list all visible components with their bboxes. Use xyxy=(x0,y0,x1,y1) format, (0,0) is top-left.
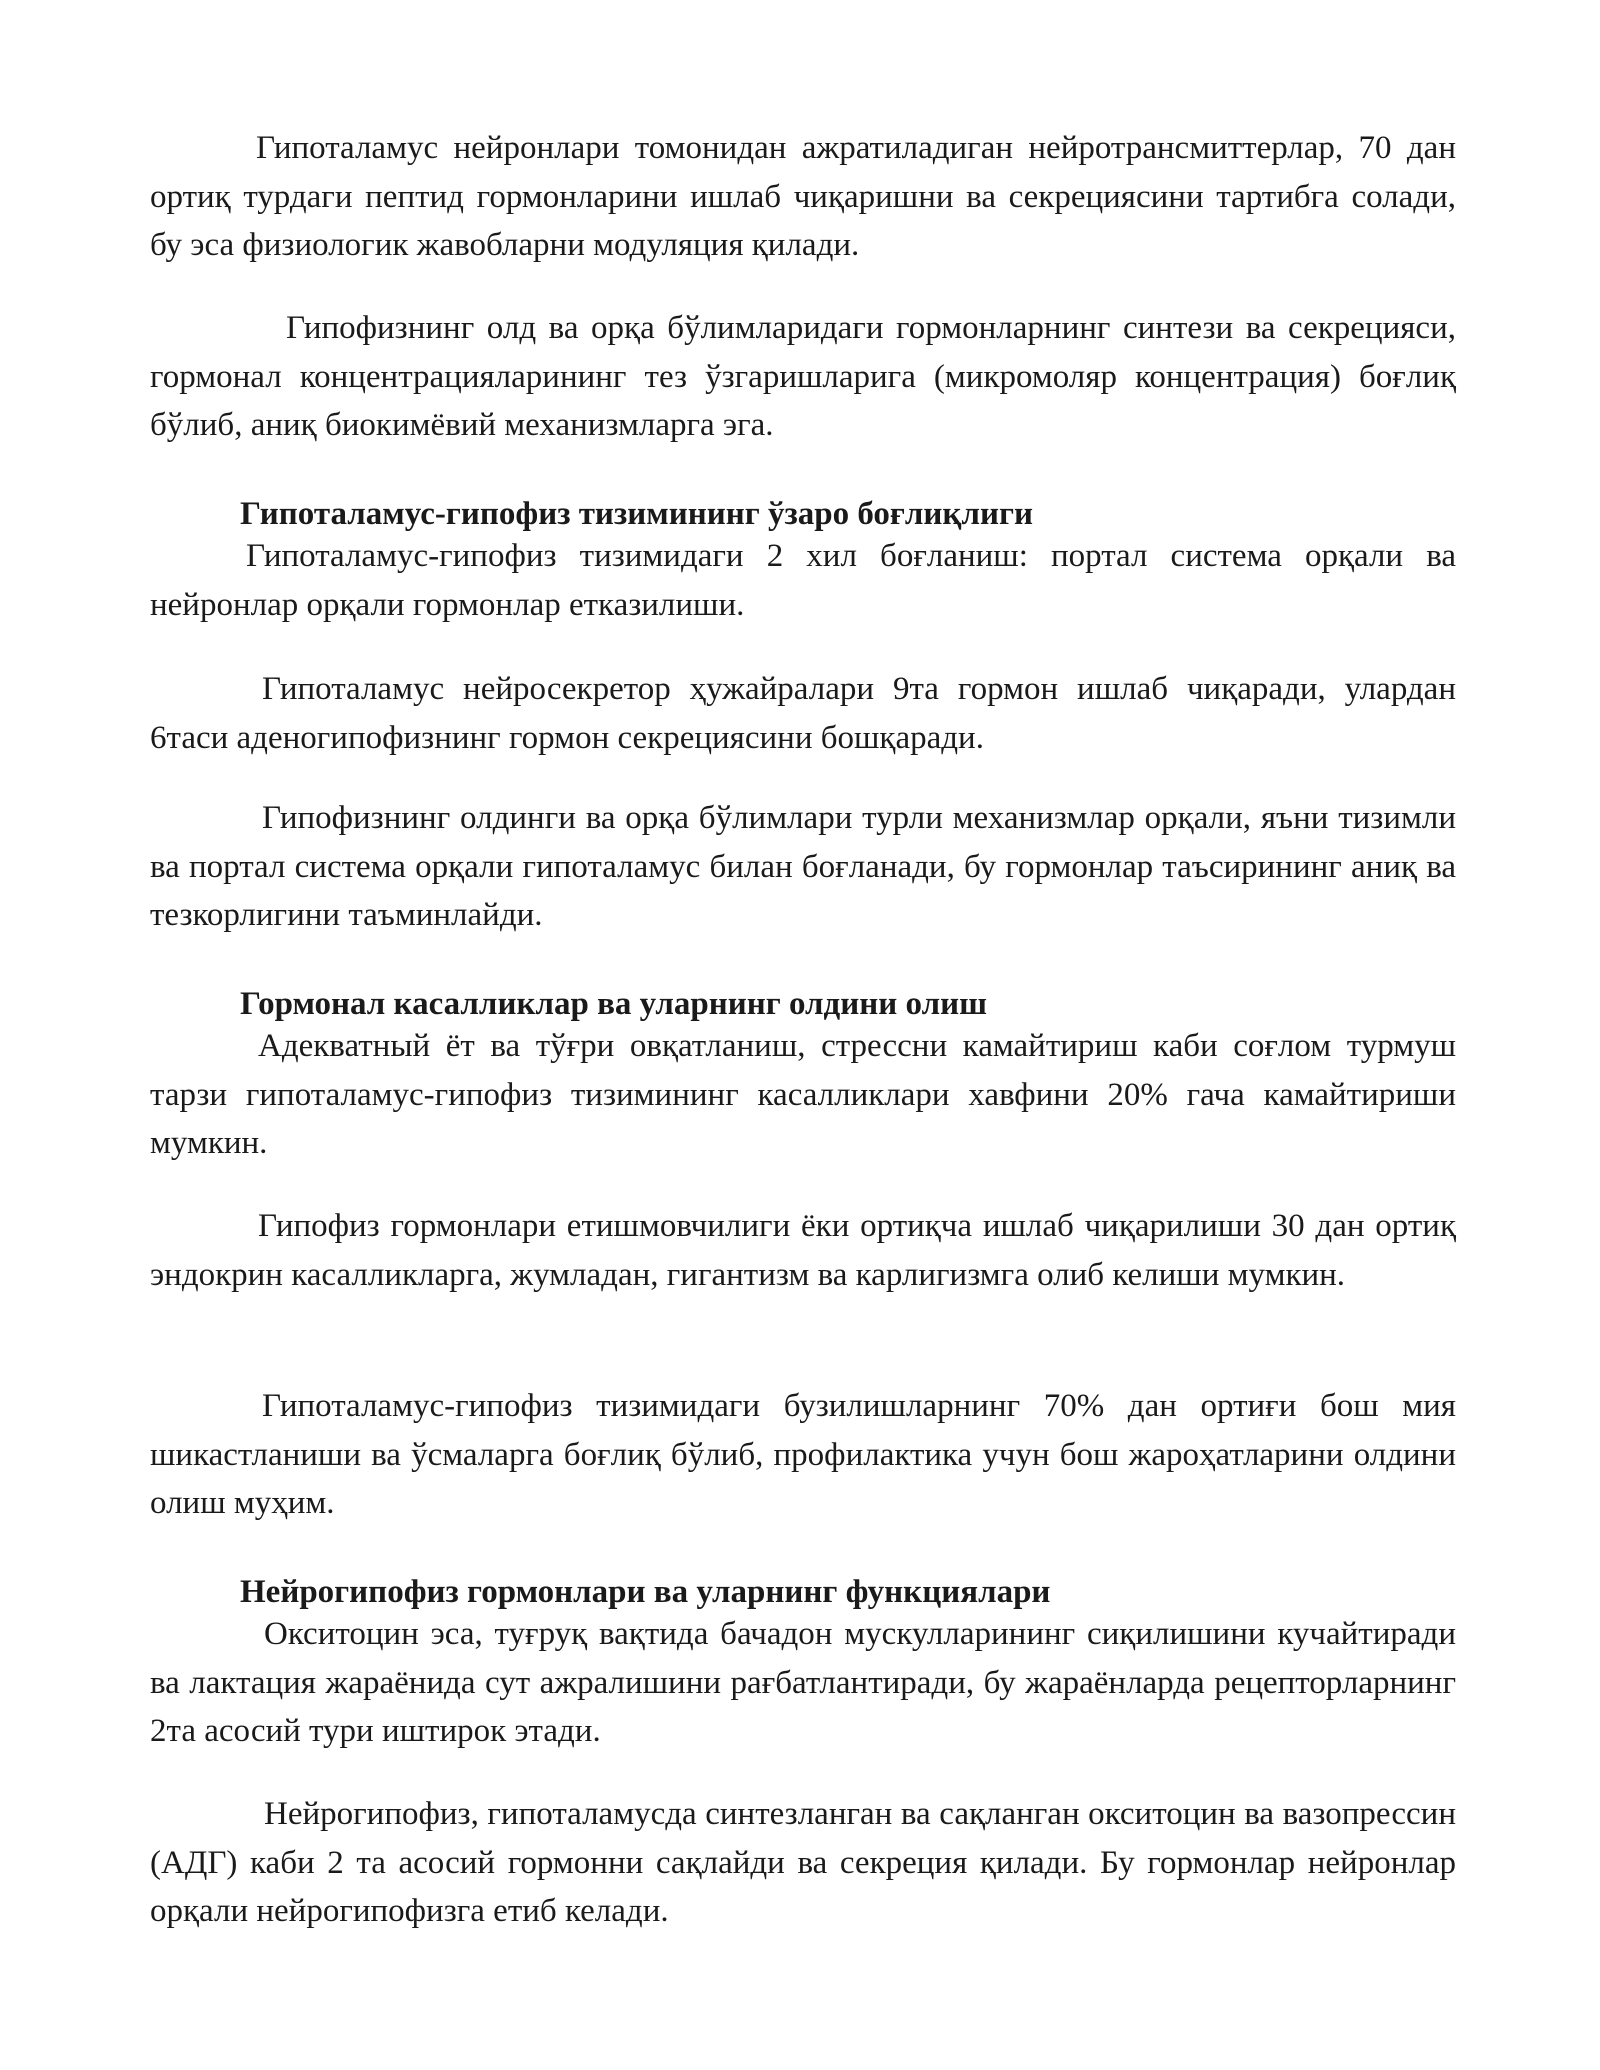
paragraph: Нейрогипофиз, гипоталамусда синтезланган ва сақланган окситоцин ва вазопрессин (АДГ) каби 2 та асосий гормонни сақлайди ва секреция қилади. Бу гормонлар нейронлар орқали нейрогипофизга етиб келади. xyxy=(150,1796,1456,1929)
paragraph: Адекватный ёт ва тўғри овқатланиш, стрессни камайтириш каби соғлом турмуш тарзи гипоталамус-гипофиз тизимининг касалликлари хавфини 20% гача камайтириши мумкин. xyxy=(150,1028,1456,1161)
paragraph: Гипофизнинг олдинги ва орқа бўлимлари турли механизмлар орқали, яъни тизимли ва портал система орқали гипоталамус билан боғланади, бу гормонлар таъсирининг аниқ ва тезкорлигини таъминлайди. xyxy=(150,800,1456,933)
section-heading: Гипоталамус-гипофиз тизимининг ўзаро боғлиқлиги xyxy=(240,496,1033,532)
paragraph: Гипофизнинг олд ва орқа бўлимларидаги гормонларнинг синтези ва секрецияси, гормонал концентрацияларининг тез ўзгаришларига (микромоляр концентрация) боғлиқ бўлиб, аниқ биокимёвий механизмларга эга. xyxy=(150,310,1456,443)
paragraph: Гипофиз гормонлари етишмовчилиги ёки ортиқча ишлаб чиқарилиши 30 дан ортиқ эндокрин касалликларга, жумладан, гигантизм ва карлигизмга олиб келиши мумкин. xyxy=(150,1208,1456,1293)
section-heading: Гормонал касалликлар ва уларнинг олдини олиш xyxy=(240,986,987,1022)
paragraph: Гипоталамус-гипофиз тизимидаги 2 хил боғланиш: портал система орқали ва нейронлар орқали гормонлар етказилиши. xyxy=(150,538,1456,623)
paragraph: Гипоталамус нейросекретор ҳужайралари 9та гормон ишлаб чиқаради, улардан 6таси аденогипофизнинг гормон секрециясини бошқаради. xyxy=(150,671,1456,756)
paragraph: Гипоталамус-гипофиз тизимидаги бузилишларнинг 70% дан ортиғи бош мия шикастланиши ва ўсмаларга боғлиқ бўлиб, профилактика учун бош жароҳатларини олдини олиш муҳим. xyxy=(150,1388,1456,1521)
paragraph: Гипоталамус нейронлари томонидан ажратиладиган нейротрансмиттерлар, 70 дан ортиқ турдаги пептид гормонларини ишлаб чиқаришни ва секрециясини тартибга солади, бу эса физиологик жавобларни модуляция қилади. xyxy=(150,130,1456,263)
paragraph: Окситоцин эса, туғруқ вақтида бачадон мускулларининг сиқилишини кучайтиради ва лактация жараёнида сут ажралишини рағбатлантиради, бу жараёнларда рецепторларнинг 2та асосий тури иштирок этади. xyxy=(150,1616,1456,1749)
section-heading: Нейрогипофиз гормонлари ва уларнинг функциялари xyxy=(240,1574,1051,1610)
